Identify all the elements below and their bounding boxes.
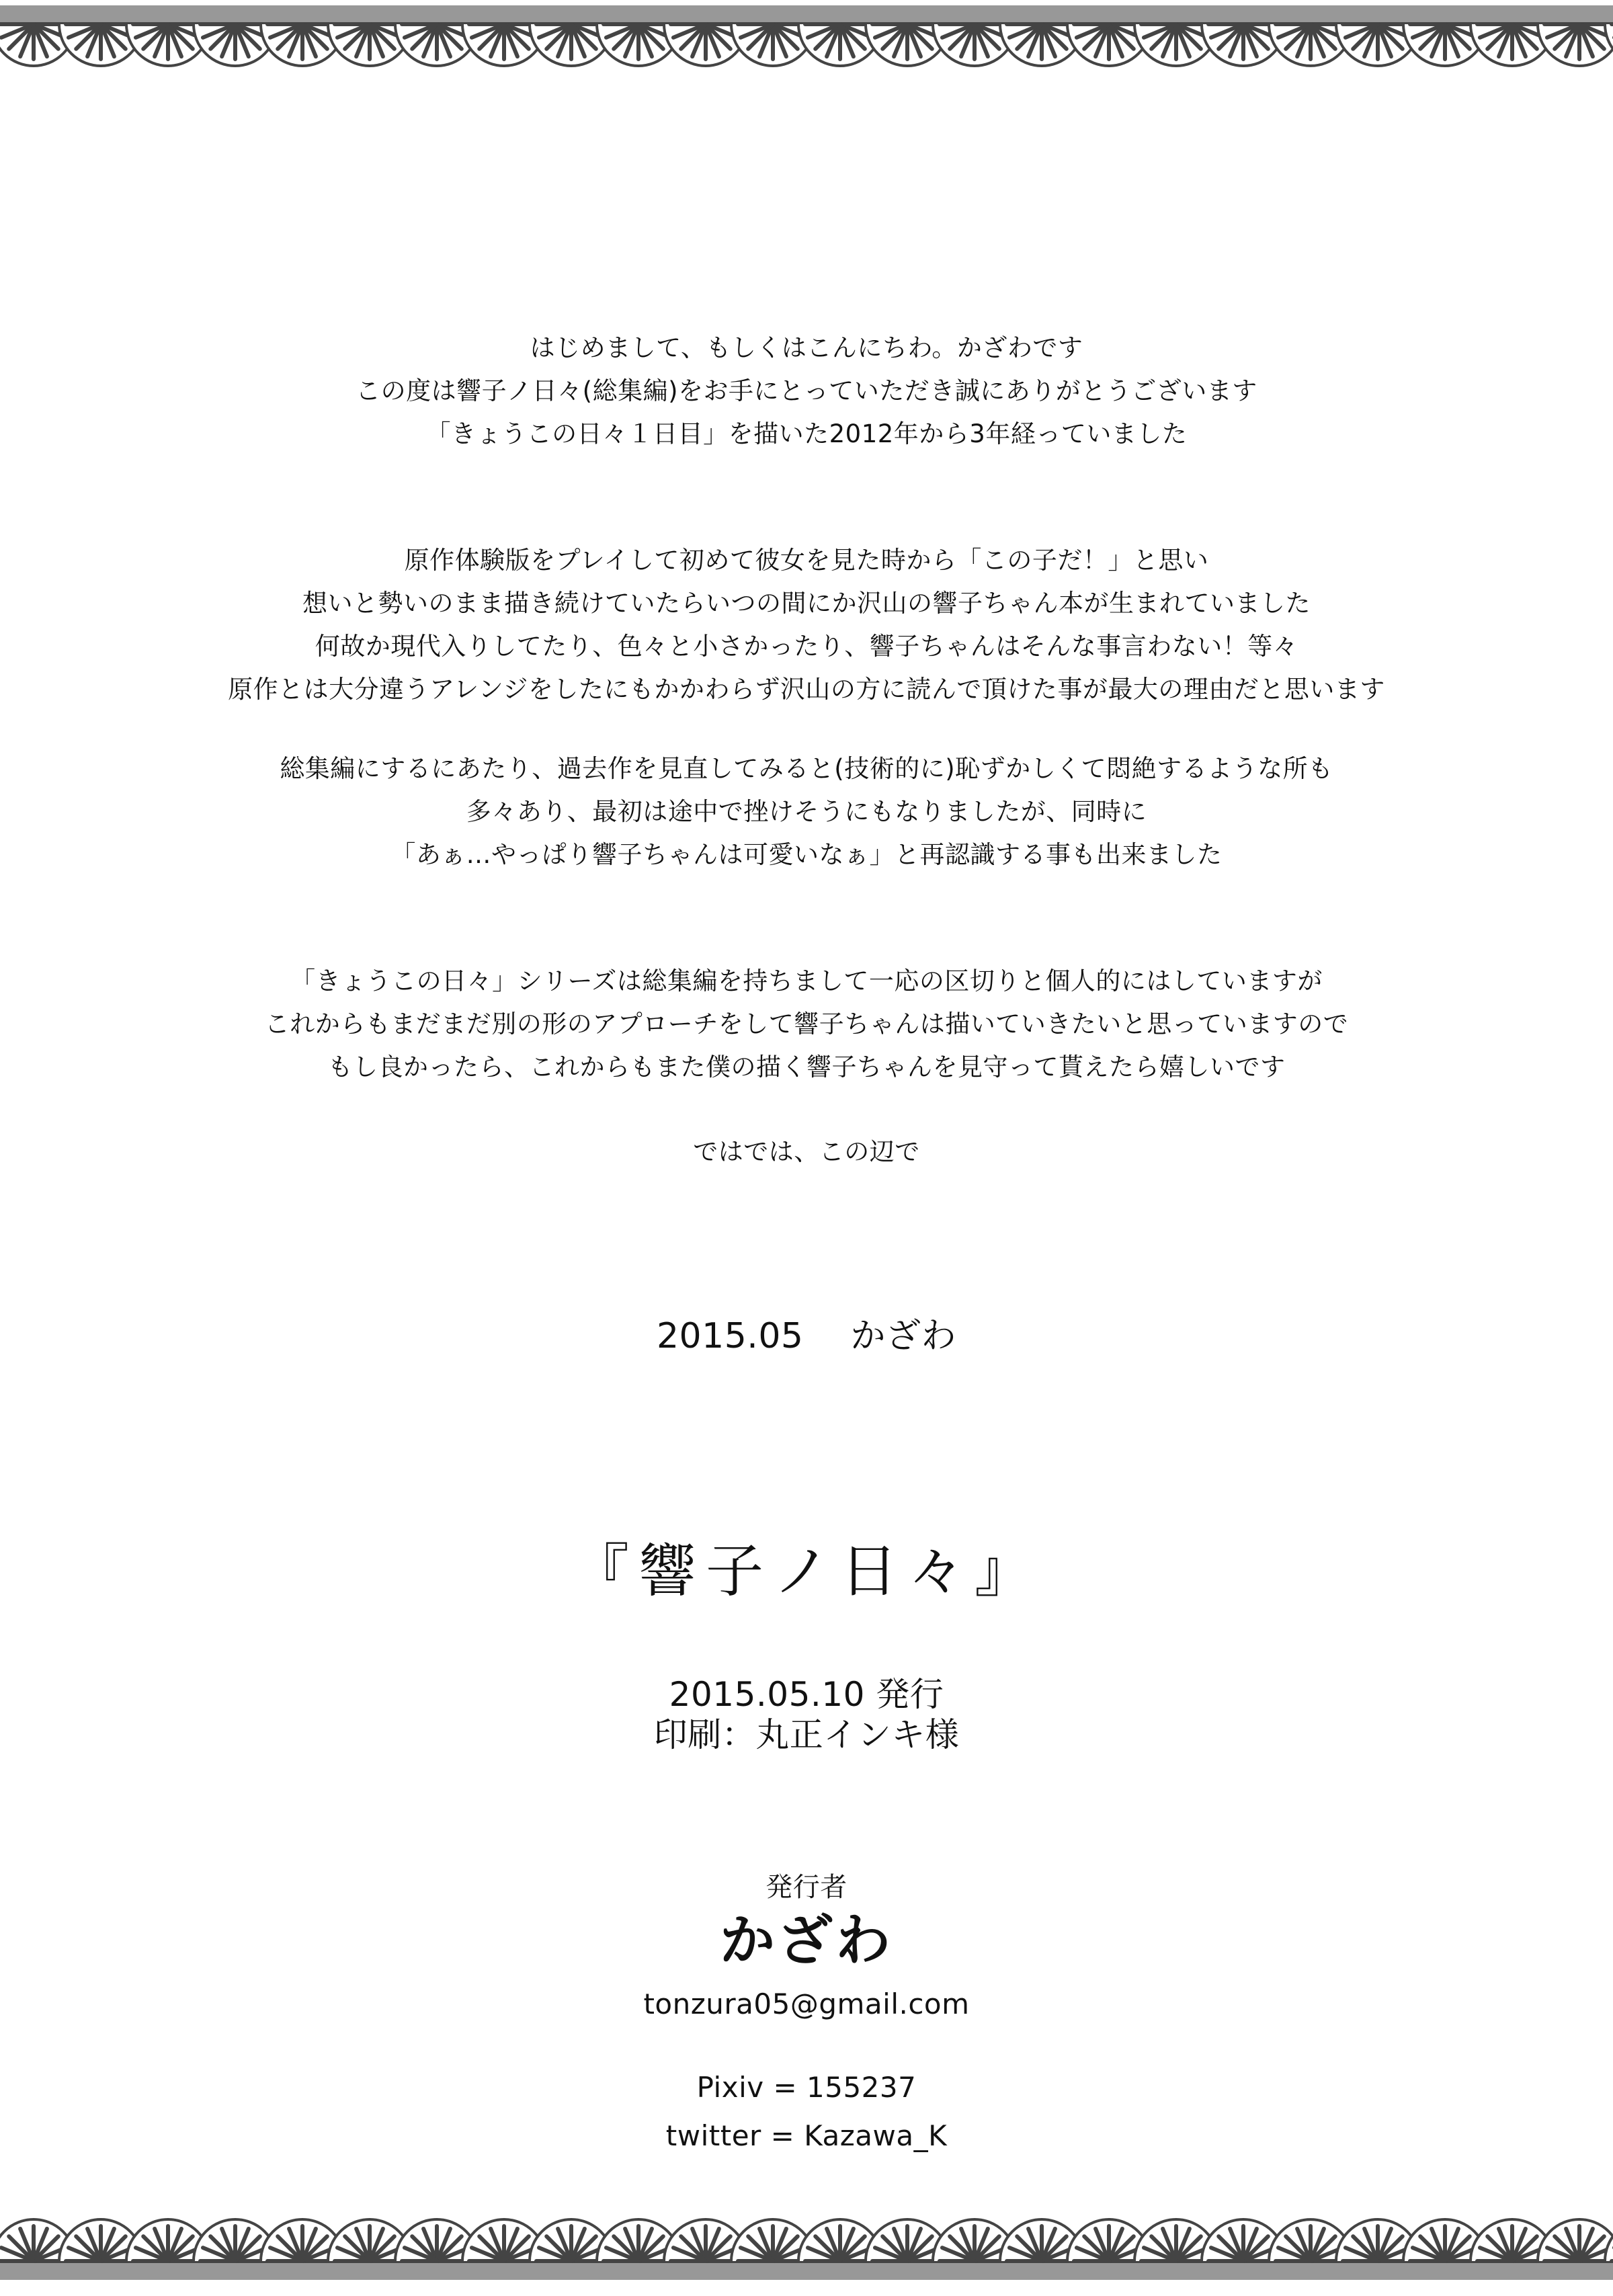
- bottom-lace-border: [0, 2198, 1613, 2285]
- printer-credit: 印刷：丸正インキ様: [653, 1715, 960, 1754]
- twitter-handle: twitter = Kazawa_K: [665, 2119, 948, 2152]
- message-line: 原作体験版をプレイして初めて彼女を見た時から「この子だ！」と思い: [404, 546, 1209, 575]
- message-line: 想いと勢いのまま描き続けていたらいつの間にか沢山の響子ちゃん本が生まれていました: [302, 589, 1311, 618]
- lace-band: [0, 2261, 1613, 2280]
- email-address: tonzura05@gmail.com: [643, 1987, 970, 2020]
- message-line: 「きょうこの日々１日目」を描いた2012年から3年経っていました: [425, 419, 1188, 448]
- closing-line: ではでは、この辺で: [693, 1137, 920, 1166]
- message-line: 原作とは大分違うアレンジをしたにもかかわらず沢山の方に読んで頂けた事が最大の理由だと思います: [228, 675, 1385, 704]
- lace-band: [0, 5, 1613, 24]
- publisher-name: かざわ: [719, 1909, 893, 1973]
- message-line: これからもまだまだ別の形のアプローチをして響子ちゃんは描いていきたいと思っていますので: [264, 1010, 1349, 1038]
- issue-date: 2015.05.10 発行: [669, 1675, 944, 1714]
- message-line: 「きょうこの日々」シリーズは総集編を持ちまして一応の区切りと個人的にはしていますが: [290, 967, 1323, 995]
- signature-date: 2015.05: [656, 1316, 804, 1356]
- signature: [0, 1315, 1613, 1358]
- signature-name: かざわ: [850, 1316, 957, 1356]
- top-lace-border: [0, 0, 1613, 87]
- message-line: 多々あり、最初は途中で挫けそうにもなりましたが、同時に: [466, 797, 1147, 826]
- message-line: 何故か現代入りしてたり、色々と小さかったり、響子ちゃんはそんな事言わない！等々: [315, 632, 1298, 661]
- book-title: 『響子ノ日々』: [571, 1538, 1042, 1605]
- message-line: はじめまして、もしくはこんにちわ。かざわです: [530, 333, 1083, 362]
- pixiv-id: Pixiv = 155237: [696, 2071, 917, 2104]
- message-line: この度は響子ノ日々(総集編)をお手にとっていただき誠にありがとうございます: [356, 376, 1257, 405]
- message-line: もし良かったら、これからもまた僕の描く響子ちゃんを見守って貰えたら嬉しいです: [327, 1053, 1286, 1081]
- message-line: 総集編にするにあたり、過去作を見直してみると(技術的に)恥ずかしくて悶絶するような所も: [280, 754, 1333, 783]
- publisher-label: 発行者: [766, 1872, 847, 1903]
- message-line: 「あぁ…やっぱり響子ちゃんは可愛いなぁ」と再認識する事も出来ました: [390, 840, 1223, 869]
